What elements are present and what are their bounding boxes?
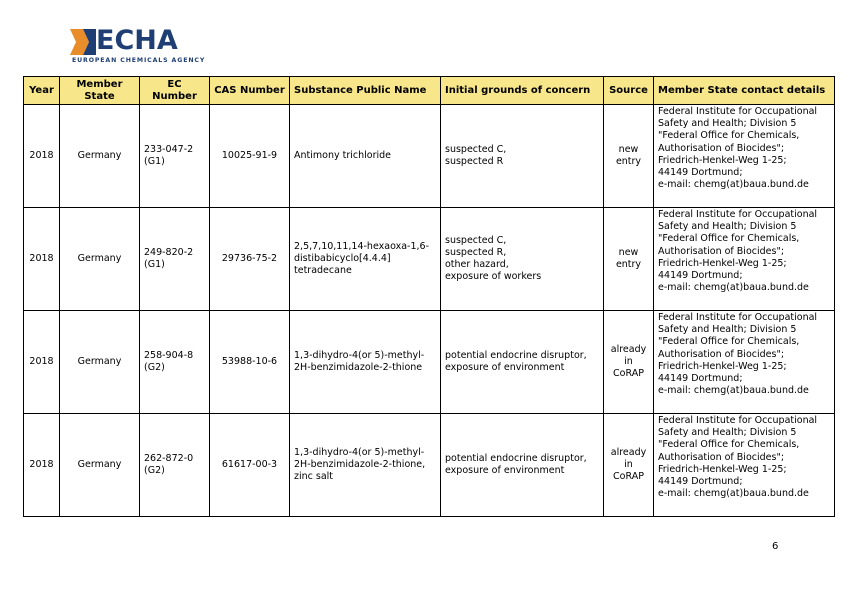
table-row [24, 311, 835, 414]
column-header-source: Source [604, 77, 654, 105]
grounds-line: exposure of environment [445, 362, 565, 373]
logo-wordmark: ECHA [96, 25, 178, 56]
grounds-line: potential endocrine disruptor, [445, 452, 587, 464]
table-header-row [24, 77, 835, 105]
column-header-member-state: Member State [60, 77, 140, 105]
cell-year: 2018 [24, 311, 60, 414]
cell-source: new entry [604, 105, 654, 208]
cell-member-state: Germany [60, 311, 140, 414]
column-header-contact: Member State contact details [654, 77, 835, 105]
contact-line: Friedrich-Henkel-Weg 1-25; [658, 463, 787, 475]
contact-email: e-mail: chemg(at)baua.bund.de [658, 179, 809, 191]
cell-substance: 1,3-dihydro-4(or 5)-methyl-2H-benzimidazole-2-thione, zinc salt [290, 414, 441, 517]
cell-year: 2018 [24, 208, 60, 311]
cell-contact [654, 414, 835, 517]
contact-line: Federal Institute for Occupational Safety and Health; Division 5 "Federal Office for Chemicals, Authorisation of Biocides"; [658, 312, 818, 360]
grounds-line: suspected R [445, 156, 504, 167]
grounds-line: exposure of environment [445, 465, 565, 476]
cell-cas-number: 53988-10-6 [210, 311, 290, 414]
contact-line: Federal Institute for Occupational Safety and Health; Division 5 "Federal Office for Chemicals, Authorisation of Biocides"; [658, 415, 818, 463]
contact-email: e-mail: chemg(at)baua.bund.de [658, 488, 809, 500]
cell-contact [654, 208, 835, 311]
contact-line: Federal Institute for Occupational Safety and Health; Division 5 "Federal Office for Chemicals, Authorisation of Biocides"; [658, 209, 818, 257]
grounds-line: other hazard, [445, 259, 509, 270]
cell-grounds [441, 105, 604, 208]
echa-logo [70, 27, 220, 69]
cell-grounds [441, 311, 604, 414]
grounds-line: potential endocrine disruptor, [445, 349, 587, 361]
cell-cas-number: 61617-00-3 [210, 414, 290, 517]
corap-table [23, 76, 835, 517]
cell-contact [654, 311, 835, 414]
cell-source: already in CoRAP [604, 414, 654, 517]
column-header-ec-number: EC Number [140, 77, 210, 105]
table-row [24, 208, 835, 311]
contact-line: 44149 Dortmund; [658, 373, 743, 385]
cell-ec-number: 258-904-8 (G2) [140, 311, 210, 414]
cell-year: 2018 [24, 105, 60, 208]
contact-line: Friedrich-Henkel-Weg 1-25; [658, 360, 787, 372]
contact-line: 44149 Dortmund; [658, 270, 743, 282]
cell-member-state: Germany [60, 414, 140, 517]
column-header-substance: Substance Public Name [290, 77, 441, 105]
contact-line: 44149 Dortmund; [658, 476, 743, 488]
contact-line: Friedrich-Henkel-Weg 1-25; [658, 154, 787, 166]
cell-substance: Antimony trichloride [290, 105, 441, 208]
cell-member-state: Germany [60, 208, 140, 311]
cell-contact [654, 105, 835, 208]
cell-ec-number: 249-820-2 (G1) [140, 208, 210, 311]
cell-ec-number: 233-047-2 (G1) [140, 105, 210, 208]
grounds-line: suspected R, [445, 246, 507, 258]
grounds-line: exposure of workers [445, 271, 542, 283]
page-number: 6 [772, 541, 779, 552]
cell-grounds [441, 208, 604, 311]
grounds-line: suspected C, [445, 143, 507, 155]
cell-member-state: Germany [60, 105, 140, 208]
cell-source: already in CoRAP [604, 311, 654, 414]
cell-year: 2018 [24, 414, 60, 517]
cell-source: new entry [604, 208, 654, 311]
cell-substance: 2,5,7,10,11,14-hexaoxa-1,6-distibabicyclo[4.4.4] tetradecane [290, 208, 441, 311]
column-header-grounds: Initial grounds of concern [441, 77, 604, 105]
contact-line: 44149 Dortmund; [658, 167, 743, 179]
contact-email: e-mail: chemg(at)baua.bund.de [658, 385, 809, 397]
contact-email: e-mail: chemg(at)baua.bund.de [658, 282, 809, 294]
table-row [24, 105, 835, 208]
cell-cas-number: 10025-91-9 [210, 105, 290, 208]
contact-line: Friedrich-Henkel-Weg 1-25; [658, 257, 787, 269]
cell-ec-number: 262-872-0 (G2) [140, 414, 210, 517]
cell-grounds [441, 414, 604, 517]
logo-subtitle: EUROPEAN CHEMICALS AGENCY [72, 57, 206, 64]
cell-substance: 1,3-dihydro-4(or 5)-methyl-2H-benzimidazole-2-thione [290, 311, 441, 414]
grounds-line: suspected C, [445, 234, 507, 246]
echa-logo-mark-icon [70, 29, 96, 55]
contact-line: Federal Institute for Occupational Safety and Health; Division 5 "Federal Office for Chemicals, Authorisation of Biocides"; [658, 106, 818, 154]
table-row [24, 414, 835, 517]
column-header-year: Year [24, 77, 60, 105]
column-header-cas-number: CAS Number [210, 77, 290, 105]
cell-cas-number: 29736-75-2 [210, 208, 290, 311]
